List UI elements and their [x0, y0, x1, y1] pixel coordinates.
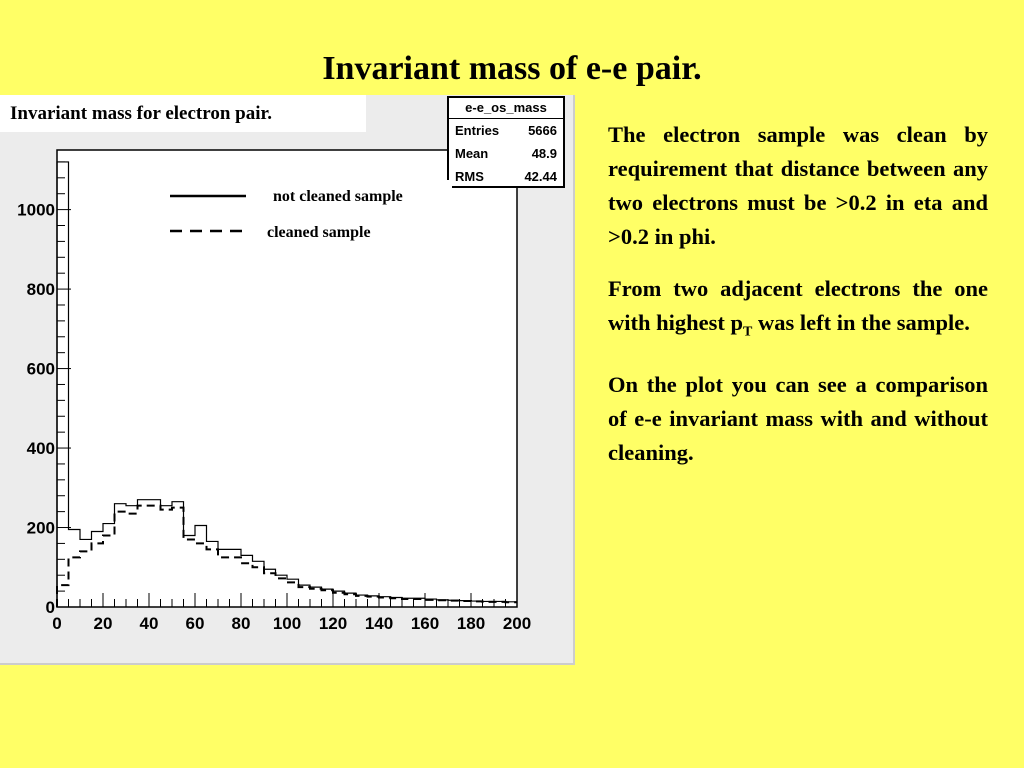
x-tick-label: 100 — [272, 614, 302, 633]
description-paragraph-3: On the plot you can see a comparison of e-e invariant mass with and without cleaning. — [608, 371, 988, 465]
stats-label: Mean — [455, 146, 489, 161]
legend — [257, 180, 452, 248]
stats-value: 48.9 — [531, 146, 557, 161]
legend-label-cleaned: cleaned sample — [267, 224, 371, 241]
y-tick-label: 800 — [26, 280, 55, 300]
y-tick-label: 0 — [45, 598, 55, 617]
stats-title: e-e_os_mass — [449, 98, 563, 119]
stats-value: 42.44 — [524, 169, 557, 184]
x-tick-label: 180 — [456, 614, 486, 633]
x-tick-label: 120 — [318, 614, 348, 633]
y-tick-label: 400 — [26, 439, 55, 459]
x-tick-label: 40 — [139, 614, 159, 633]
x-tick-label: 20 — [93, 614, 113, 633]
x-tick-label: 200 — [502, 614, 532, 633]
x-tick-label: 80 — [231, 614, 251, 633]
stats-row — [449, 119, 563, 142]
description-paragraph-1: The electron sample was clean by requirement that distance between any two electrons must be >0.2 in eta and >0.2 in phi. — [608, 122, 988, 249]
x-tick-label: 0 — [52, 614, 62, 633]
slide-title: Invariant mass of e-e pair. — [322, 50, 702, 87]
x-tick-label: 60 — [185, 614, 205, 633]
description — [608, 118, 988, 488]
subscript-t: T — [743, 324, 753, 340]
stats-box — [447, 96, 565, 188]
description-paragraph-2 — [608, 272, 988, 350]
stats-value: 5666 — [528, 123, 557, 138]
description-text: From two adjacent electrons the one with highest p — [608, 276, 988, 335]
description-text: was left in the sample. — [752, 310, 970, 335]
legend-label-not-cleaned: not cleaned sample — [273, 188, 403, 205]
y-tick-label: 1000 — [17, 200, 55, 220]
plot-title: Invariant mass for electron pair. — [0, 95, 366, 132]
x-tick-label: 140 — [364, 614, 394, 633]
y-tick-label: 200 — [26, 518, 55, 538]
x-tick-label: 160 — [410, 614, 440, 633]
stats-row — [449, 165, 563, 188]
stats-label: Entries — [455, 123, 500, 138]
stats-row — [449, 142, 563, 165]
stats-label: RMS — [455, 169, 484, 184]
y-tick-label: 600 — [26, 359, 55, 379]
